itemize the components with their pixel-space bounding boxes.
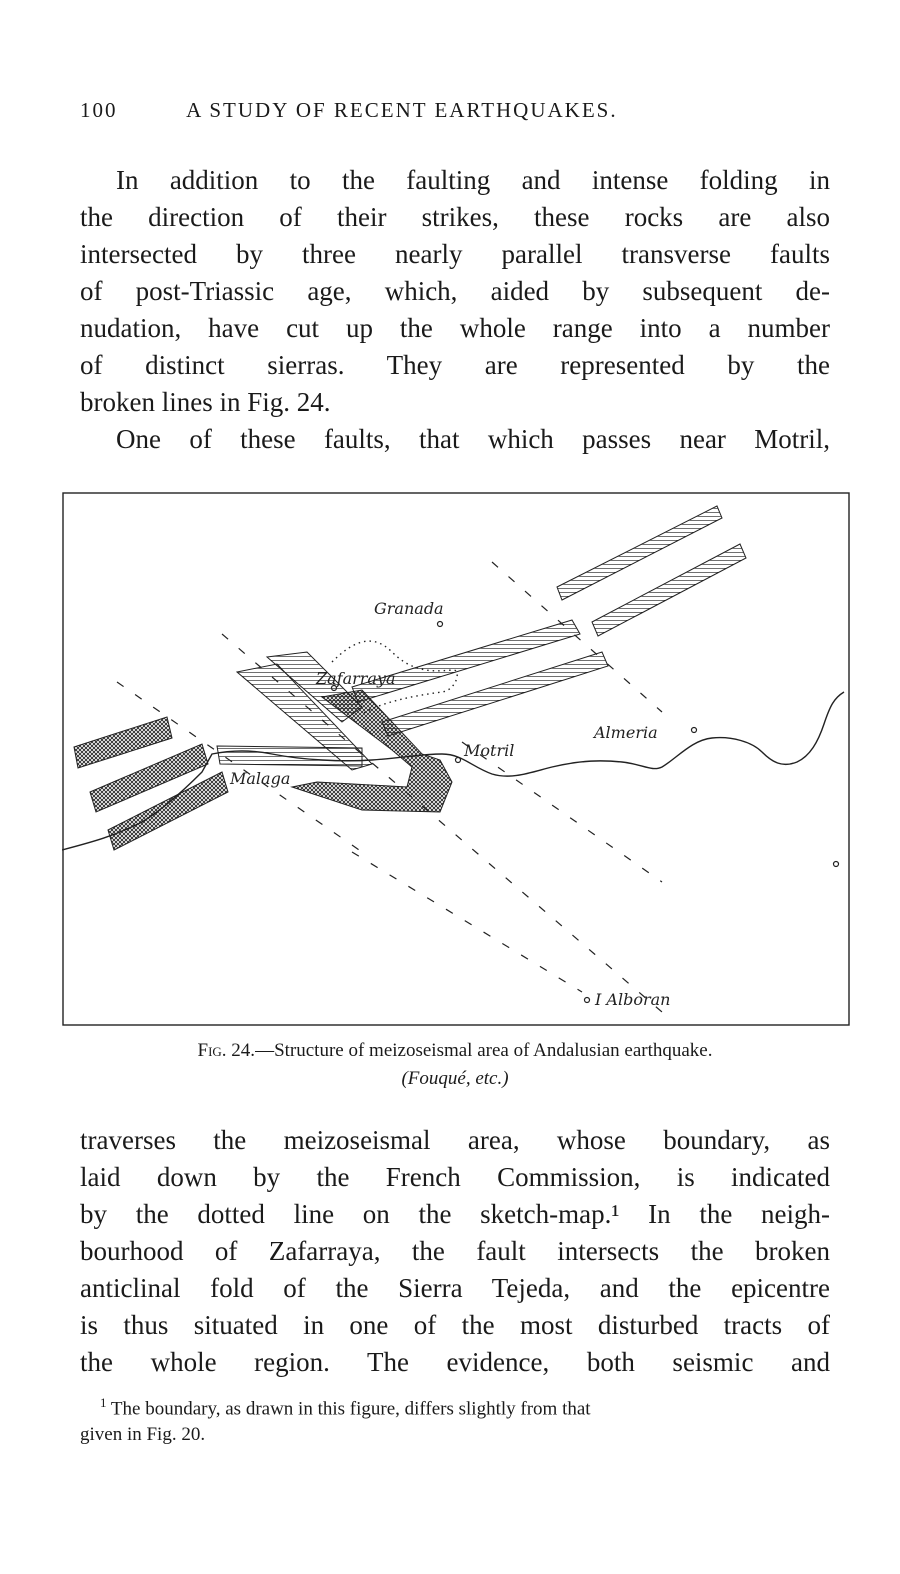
label-almeria: Almeria [594, 723, 658, 742]
figure-caption [60, 1040, 850, 1062]
almeria-marker [692, 728, 697, 733]
label-malaga: Malaga [230, 769, 291, 788]
paragraph-bottom [80, 1122, 830, 1381]
sierra-bands [74, 506, 746, 850]
footnote-line: The boundary, as drawn in this figure, differs slightly from that [110, 1398, 591, 1420]
text-line: by the dotted line on the sketch-map.¹ In the neigh- [80, 1199, 830, 1229]
caption-prefix: Fig. 24. [197, 1040, 256, 1061]
granada-marker [438, 622, 443, 627]
text-line: is thus situated in one of the most disturbed tracts of [80, 1310, 830, 1340]
alboran-marker [585, 998, 590, 1003]
text-line: of post-Triassic age, which, aided by subsequent de- [80, 276, 830, 306]
text-line: bourhood of Zafarraya, the fault intersects the broken [80, 1236, 830, 1266]
label-alboran: I Alboran [595, 990, 671, 1009]
text-line: of distinct sierras. They are represented by the [80, 350, 830, 380]
footnote-marker: 1 [100, 1395, 107, 1410]
text-line: anticlinal fold of the Sierra Tejeda, and the epicentre [80, 1273, 830, 1303]
island-marker [834, 862, 839, 867]
caption-text: —Structure of meizoseismal area of Andalusian earthquake. [255, 1040, 713, 1061]
label-motril: Motril [464, 741, 515, 760]
text-line: In addition to the faulting and intense folding in [116, 165, 830, 195]
sketch-map [62, 492, 852, 1028]
label-zafarraya: Zafarraya [316, 669, 396, 688]
text-line: broken lines in Fig. 24. [80, 387, 331, 417]
footnote [80, 1390, 830, 1448]
text-line: One of these faults, that which passes near Motril, [116, 424, 830, 454]
footnote-line: given in Fig. 20. [80, 1424, 206, 1446]
text-line: laid down by the French Commission, is indicated [80, 1162, 830, 1192]
running-title: A STUDY OF RECENT EARTHQUAKES. [186, 98, 618, 122]
running-header [80, 98, 760, 123]
motril-marker [456, 758, 461, 763]
caption-credit-line [60, 1068, 850, 1090]
text-line: traverses the meizoseismal area, whose boundary, as [80, 1125, 830, 1155]
page-number: 100 [80, 98, 118, 122]
text-line: the direction of their strikes, these rocks are also [80, 202, 830, 232]
paragraph-top [80, 162, 830, 458]
text-line: nudation, have cut up the whole range into a number [80, 313, 830, 343]
text-line: intersected by three nearly parallel transverse faults [80, 239, 830, 269]
caption-credit: (Fouqué, etc.) [401, 1068, 509, 1089]
label-granada: Granada [374, 599, 444, 618]
figure-24-map [62, 492, 852, 1028]
text-line: the whole region. The evidence, both seismic and [80, 1347, 830, 1377]
